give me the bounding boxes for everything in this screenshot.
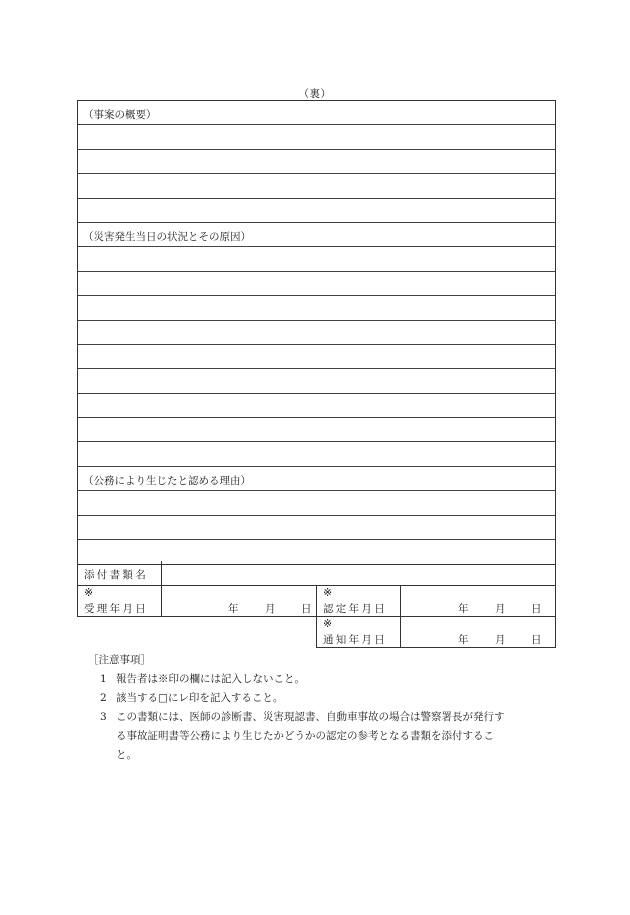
official-use-mark: ※ xyxy=(84,586,94,599)
reason-line[interactable] xyxy=(78,516,555,540)
note-item-3-continuation: と。 xyxy=(116,749,137,761)
note-number: 1 xyxy=(100,673,107,685)
note-item xyxy=(100,671,305,686)
note-item xyxy=(100,709,505,724)
reason-label: （公務により生じたと認める理由） xyxy=(83,474,251,487)
attachments-label-cell xyxy=(78,561,162,585)
certified-label-cell xyxy=(317,585,401,616)
notified-date-field[interactable] xyxy=(401,616,556,647)
overview-line[interactable] xyxy=(78,199,555,223)
month-label: 月 xyxy=(495,603,506,615)
page-header-reverse-side: （裏） xyxy=(298,88,332,100)
note-item xyxy=(100,690,283,705)
situation-line[interactable] xyxy=(78,418,555,442)
year-label: 年 xyxy=(458,634,469,646)
attachments-label: 添付書類名 xyxy=(84,569,148,581)
notified-date-label: 通知年月日 xyxy=(323,634,387,646)
note-number: 3 xyxy=(100,711,107,723)
situation-line[interactable] xyxy=(78,272,555,296)
situation-line[interactable] xyxy=(78,442,555,466)
overview-line[interactable] xyxy=(78,174,555,198)
received-certified-row xyxy=(77,585,556,617)
received-label-cell xyxy=(78,585,162,616)
notes-title: ［注意事項］ xyxy=(88,654,151,666)
note-item-3-continuation: る事故証明書等公務により生じたかどうかの認定の参考となる書類を添付するこ xyxy=(116,730,494,742)
year-label: 年 xyxy=(458,603,469,615)
overview-label: （事案の概要） xyxy=(83,109,157,121)
notified-label-cell xyxy=(317,616,401,647)
year-label: 年 xyxy=(228,603,239,615)
overview-label-row xyxy=(78,101,555,125)
situation-line[interactable] xyxy=(78,321,555,345)
situation-line[interactable] xyxy=(78,394,555,418)
day-label: 日 xyxy=(531,634,542,646)
situation-line[interactable] xyxy=(78,247,555,271)
situation-label-row xyxy=(78,223,555,247)
attachments-row xyxy=(77,561,556,586)
reason-line[interactable] xyxy=(78,491,555,515)
day-label: 日 xyxy=(531,603,542,615)
official-use-mark: ※ xyxy=(323,586,333,599)
situation-label: （災害発生当日の状況とその原因） xyxy=(83,230,251,243)
reason-label-row xyxy=(78,467,555,491)
incident-form-table xyxy=(77,100,556,565)
note-text: 報告者は※印の欄には記入しないこと。 xyxy=(116,673,305,685)
overview-line[interactable] xyxy=(78,150,555,174)
notified-row xyxy=(316,616,556,648)
overview-line[interactable] xyxy=(78,125,555,149)
note-text: この書類には、医師の診断書、災害現認書、自動車事故の場合は警察署長が発行す xyxy=(116,711,505,723)
situation-line[interactable] xyxy=(78,345,555,369)
month-label: 月 xyxy=(495,634,506,646)
received-date-field[interactable] xyxy=(162,585,317,616)
attachments-field[interactable] xyxy=(162,561,556,585)
certified-date-label: 認定年月日 xyxy=(323,603,387,615)
situation-line[interactable] xyxy=(78,296,555,320)
month-label: 月 xyxy=(265,603,276,615)
received-date-label: 受理年月日 xyxy=(84,603,148,615)
situation-line[interactable] xyxy=(78,369,555,393)
note-text: 該当する□にレ印を記入すること。 xyxy=(116,692,284,704)
official-use-mark: ※ xyxy=(323,617,333,630)
day-label: 日 xyxy=(301,603,312,615)
certified-date-field[interactable] xyxy=(401,585,556,616)
note-number: 2 xyxy=(100,692,107,704)
